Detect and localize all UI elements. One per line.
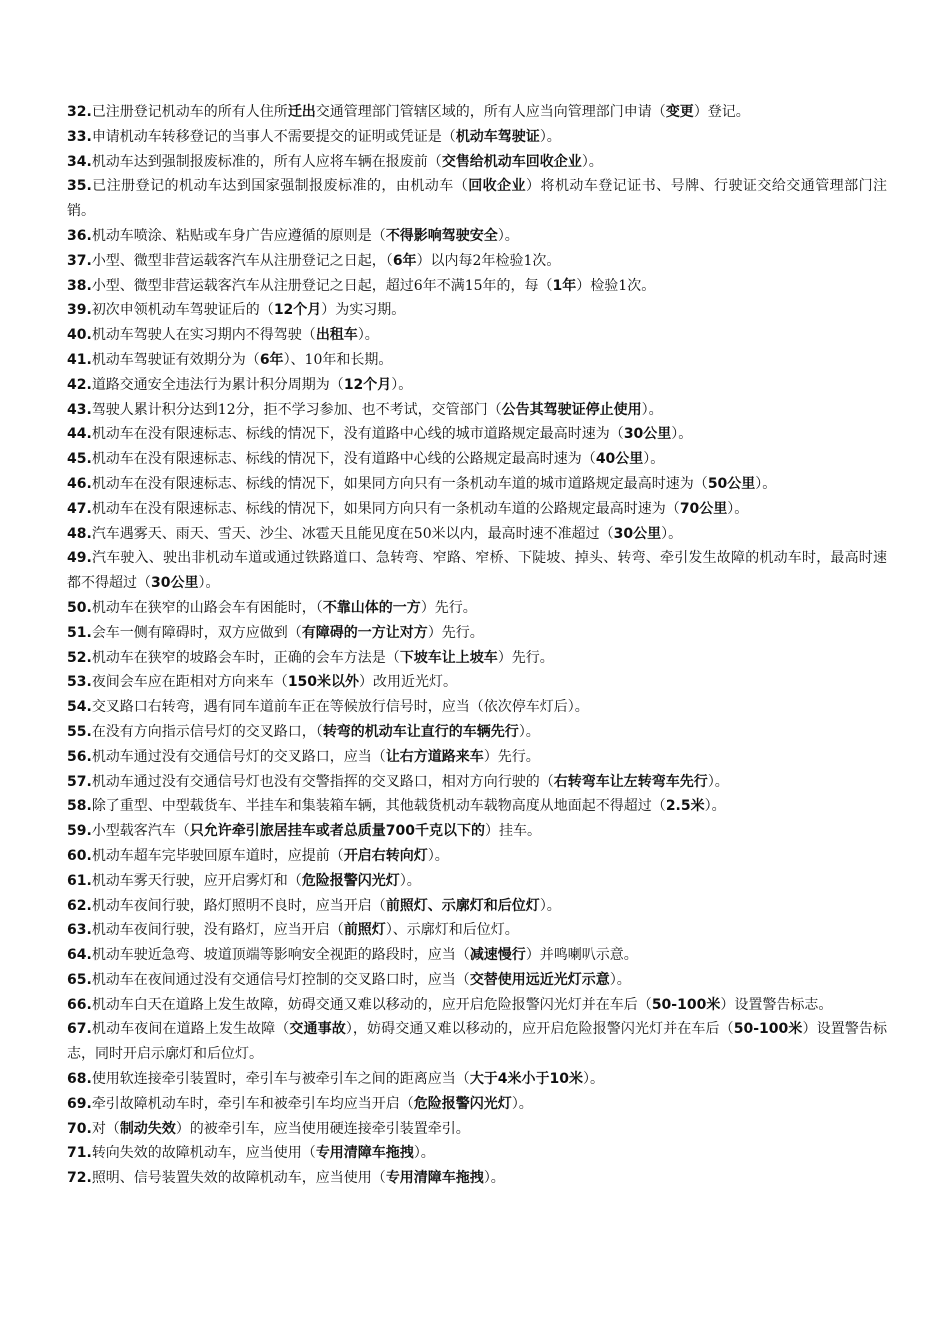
question-item <box>67 844 887 869</box>
question-text: 夜间会车应在距相对方向来车（ <box>91 674 288 691</box>
question-text: 小型载客汽车（ <box>91 823 190 840</box>
question-item <box>67 869 887 894</box>
question-text: 汽车遇雾天、雨天、雪天、沙尘、冰雹天且能见度在50米以内，最高时速不准超过（ <box>91 525 614 542</box>
question-number: 50. <box>67 599 92 616</box>
question-item <box>67 546 887 596</box>
answer-text: 出租车 <box>315 327 358 344</box>
question-text: 机动车在狭窄的坡路会车时，正确的会车方法是（ <box>91 649 400 666</box>
answer-text: 开启右转向灯 <box>343 847 428 864</box>
answer-text: 30公里 <box>151 575 199 592</box>
question-text: ）。 <box>539 897 561 914</box>
answer-text: 6年 <box>259 351 284 368</box>
question-text: ）。 <box>707 773 729 790</box>
question-text: ）设置警告标志，同时开启示廓灯和后位灯。 <box>67 1021 888 1063</box>
question-text: 已注册登记机动车的所有人住所 <box>91 104 288 120</box>
question-number: 67. <box>67 1021 92 1038</box>
question-text: 使用软连接牵引装置时，牵引车与被牵引车之间的距离应当（ <box>91 1071 470 1088</box>
question-text: 在没有方向指示信号灯的交叉路口，（ <box>91 723 323 740</box>
question-item <box>67 621 887 646</box>
question-text: ）。 <box>581 153 603 170</box>
question-text: ）、10年和长期。 <box>283 351 393 368</box>
question-number: 53. <box>67 674 92 691</box>
question-text: ）并鸣喇叭示意。 <box>525 947 638 964</box>
question-text: ）。 <box>413 1145 435 1162</box>
question-text: 机动车在没有限速标志、标线的情况下，如果同方向只有一条机动车道的城市道路规定最高时速为（ <box>91 475 708 492</box>
question-item <box>67 150 887 175</box>
question-item <box>67 398 887 423</box>
question-text: 驾驶人累计积分达到12分，拒不学习参加、也不考试，交管部门（ <box>91 401 502 418</box>
question-text: 机动车夜间行驶，路灯照明不良时，应当开启（ <box>91 897 386 914</box>
question-text: 机动车驾驶人在实习期内不得驾驶（ <box>91 327 316 344</box>
question-item <box>67 1092 887 1117</box>
question-item <box>67 497 887 522</box>
question-text: 机动车在没有限速标志、标线的情况下，没有道路中心线的城市道路规定最高时速为（ <box>91 426 624 443</box>
question-text: 机动车雾天行驶，应开启雾灯和（ <box>91 872 302 889</box>
question-number: 59. <box>67 823 92 840</box>
question-text: ）。 <box>661 525 683 542</box>
question-text: 机动车在没有限速标志、标线的情况下，没有道路中心线的公路规定最高时速为（ <box>91 451 596 468</box>
question-text: ）。 <box>427 847 449 864</box>
question-number: 56. <box>67 748 92 765</box>
question-text: ）先行。 <box>427 624 484 641</box>
question-number: 38. <box>67 277 92 294</box>
question-text: ）。 <box>198 575 220 592</box>
answer-text: 制动失效 <box>119 1120 176 1137</box>
answer-text: 1年 <box>552 277 577 294</box>
question-text: 汽车驶入、驶出非机动车道或通过铁路道口、急转弯、窄路、窄桥、下陡坡、掉头、转弯、牵引发生故障的机动车时，最高时速都不得超过（ <box>67 550 887 592</box>
question-number: 41. <box>67 351 92 368</box>
question-number: 35. <box>67 178 92 195</box>
question-text: 照明、信号装置失效的故障机动车，应当使用（ <box>91 1170 386 1187</box>
question-item <box>67 1166 887 1191</box>
question-item <box>67 993 887 1018</box>
answer-text: 50公里 <box>707 475 756 492</box>
question-text: ）设置警告标志。 <box>720 996 833 1013</box>
question-text: 机动车在没有限速标志、标线的情况下，如果同方向只有一条机动车道的公路规定最高时速为（ <box>91 500 680 517</box>
question-text: 申请机动车转移登记的当事人不需要提交的证明或凭证是（ <box>91 128 456 145</box>
question-number: 39. <box>67 302 92 319</box>
question-text: ）先行。 <box>420 599 477 616</box>
question-text: ）。 <box>641 401 663 418</box>
answer-text: 有障碍的一方让对方 <box>301 624 428 641</box>
question-number: 44. <box>67 426 92 443</box>
answer-text: 转弯的机动车让直行的车辆先行 <box>322 723 519 740</box>
question-text: ）。 <box>497 227 519 244</box>
question-item <box>67 819 887 844</box>
answer-text: 6年 <box>392 252 417 269</box>
question-item <box>67 1017 887 1067</box>
question-text: ）。 <box>357 327 379 344</box>
question-number: 52. <box>67 649 92 666</box>
question-text: 机动车驾驶证有效期分为（ <box>91 351 260 368</box>
answer-text: 50-100米 <box>651 996 721 1013</box>
question-text: ）。 <box>727 500 749 517</box>
question-text: 除了重型、中型载货车、半挂车和集装箱车辆，其他载货机动车载物高度从地面起不得超过（ <box>91 798 666 815</box>
question-number: 37. <box>67 252 92 269</box>
question-item <box>67 249 887 274</box>
question-text: ）挂车。 <box>485 823 542 840</box>
question-number: 55. <box>67 723 92 740</box>
question-list <box>67 100 887 1191</box>
question-text: ）为实习期。 <box>321 302 406 319</box>
question-text: ）。 <box>583 1071 605 1088</box>
question-number: 58. <box>67 798 92 815</box>
question-text: 道路交通安全违法行为累计积分周期为（ <box>91 376 344 393</box>
question-text: 牵引故障机动车时，牵引车和被牵引车均应当开启（ <box>91 1095 414 1112</box>
question-item <box>67 794 887 819</box>
question-item <box>67 646 887 671</box>
question-text: 机动车喷涂、粘贴或车身广告应遵循的原则是（ <box>91 227 386 244</box>
question-number: 33. <box>67 128 92 145</box>
question-text: 机动车在夜间通过没有交通信号灯控制的交叉路口时，应当（ <box>91 971 470 988</box>
answer-text: 150米以外 <box>287 674 360 691</box>
question-text: ）。 <box>539 128 561 145</box>
question-text: ）以内每2年检验1次。 <box>416 252 561 269</box>
question-number: 65. <box>67 971 92 988</box>
question-text: 机动车驶近急弯、坡道顶端等影响安全视距的路段时，应当（ <box>91 947 470 964</box>
question-item <box>67 348 887 373</box>
answer-text: 12个月 <box>343 376 392 393</box>
question-number: 42. <box>67 376 92 393</box>
question-number: 70. <box>67 1120 92 1137</box>
answer-text: 危险报警闪光灯 <box>301 872 400 889</box>
question-number: 40. <box>67 327 92 344</box>
question-number: 34. <box>67 153 92 170</box>
question-item <box>67 1117 887 1142</box>
question-number: 46. <box>67 475 92 492</box>
question-text: ）将机动车登记证书、号牌、行驶证交给交通管理部门注销。 <box>67 178 888 220</box>
question-text: ）改用近光灯。 <box>359 674 458 691</box>
question-item <box>67 447 887 472</box>
question-item <box>67 274 887 299</box>
question-item <box>67 1067 887 1092</box>
question-item <box>67 894 887 919</box>
question-text: 机动车夜间在道路上发生故障（ <box>91 1021 290 1038</box>
answer-text: 迁出 <box>287 104 316 120</box>
question-text: 初次申领机动车驾驶证后的（ <box>91 302 274 319</box>
question-item <box>67 422 887 447</box>
question-text: ）。 <box>483 1170 505 1187</box>
question-text: 转向失效的故障机动车，应当使用（ <box>91 1145 316 1162</box>
answer-text: 50-100米 <box>733 1021 803 1038</box>
question-text: ）登记。 <box>693 104 750 120</box>
question-number: 61. <box>67 872 92 889</box>
answer-text: 公告其驾驶证停止使用 <box>501 401 642 418</box>
answer-text: 2.5米 <box>665 798 705 815</box>
question-text: 机动车超车完毕驶回原车道时，应提前（ <box>91 847 344 864</box>
question-item <box>67 298 887 323</box>
answer-text: 专用清障车拖拽 <box>385 1170 484 1187</box>
answer-text: 12个月 <box>273 302 322 319</box>
answer-text: 专用清障车拖拽 <box>315 1145 414 1162</box>
question-number: 63. <box>67 922 92 939</box>
question-item <box>67 770 887 795</box>
question-text: ）。 <box>391 376 413 393</box>
question-text: 交通管理部门管辖区域的，所有人应当向管理部门申请（ <box>315 104 666 120</box>
question-item <box>67 1141 887 1166</box>
question-item <box>67 943 887 968</box>
answer-text: 前照灯 <box>343 922 386 939</box>
question-item <box>67 472 887 497</box>
question-number: 49. <box>67 550 92 567</box>
question-item <box>67 745 887 770</box>
answer-text: 只允许牵引旅居挂车或者总质量700千克以下的 <box>189 823 486 840</box>
question-number: 66. <box>67 996 92 1013</box>
question-text: 机动车在狭窄的山路会车有困能时，（ <box>91 599 323 616</box>
answer-text: 交通事故 <box>289 1021 346 1038</box>
question-number: 48. <box>67 525 92 542</box>
question-text: 会车一侧有障碍时，双方应做到（ <box>91 624 302 641</box>
question-number: 45. <box>67 451 92 468</box>
question-text: 机动车白天在道路上发生故障，妨碍交通又难以移动的，应开启危险报警闪光灯并在车后（ <box>91 996 652 1013</box>
question-text: 机动车夜间行驶，没有路灯，应当开启（ <box>91 922 344 939</box>
answer-text: 交售给机动车回收企业 <box>441 153 582 170</box>
question-text: 对（ <box>91 1120 120 1137</box>
question-item <box>67 596 887 621</box>
question-text: ）。 <box>671 426 693 443</box>
question-item <box>67 174 887 224</box>
question-text: ）先行。 <box>497 649 554 666</box>
question-text: 交叉路口右转弯，遇有同车道前车正在等候放行信号时，应当（依次停车灯后）。 <box>91 699 589 716</box>
answer-text: 大于4米小于10米 <box>469 1071 584 1088</box>
question-text: ）。 <box>511 1095 533 1112</box>
answer-text: 30公里 <box>613 525 662 542</box>
question-number: 57. <box>67 773 92 790</box>
question-text: ），妨碍交通又难以移动的，应开启危险报警闪光灯并在车后（ <box>345 1021 734 1038</box>
question-text: ）的被牵引车，应当使用硬连接牵引装置牵引。 <box>175 1120 470 1137</box>
answer-text: 40公里 <box>595 451 644 468</box>
question-number: 32. <box>67 104 92 120</box>
question-number: 51. <box>67 624 92 641</box>
question-number: 71. <box>67 1145 92 1162</box>
answer-text: 30公里 <box>623 426 672 443</box>
question-item <box>67 224 887 249</box>
answer-text: 不靠山体的一方 <box>322 599 421 616</box>
question-text: ）。 <box>399 872 421 889</box>
question-text: ）先行。 <box>483 748 540 765</box>
question-number: 72. <box>67 1170 92 1187</box>
question-text: ）。 <box>518 723 540 740</box>
question-number: 62. <box>67 897 92 914</box>
question-item <box>67 100 887 125</box>
question-item <box>67 968 887 993</box>
question-item <box>67 125 887 150</box>
answer-text: 机动车驾驶证 <box>455 128 540 145</box>
question-number: 43. <box>67 401 92 418</box>
answer-text: 前照灯、示廓灯和后位灯 <box>385 897 540 914</box>
question-number: 60. <box>67 847 92 864</box>
answer-text: 减速慢行 <box>469 947 526 964</box>
question-text: ）、示廓灯和后位灯。 <box>385 922 519 939</box>
question-text: 机动车通过没有交通信号灯也没有交警指挥的交叉路口，相对方向行驶的（ <box>91 773 554 790</box>
question-item <box>67 695 887 720</box>
answer-text: 变更 <box>665 104 694 120</box>
question-text: 小型、微型非营运载客汽车从注册登记之日起，（ <box>91 252 393 269</box>
question-text: ）。 <box>704 798 726 815</box>
question-item <box>67 522 887 547</box>
answer-text: 70公里 <box>679 500 728 517</box>
answer-text: 让右方道路来车 <box>385 748 484 765</box>
question-text: 机动车通过没有交通信号灯的交叉路口，应当（ <box>91 748 386 765</box>
question-text: 机动车达到强制报废标准的，所有人应将车辆在报废前（ <box>91 153 442 170</box>
question-number: 54. <box>67 699 92 716</box>
question-item <box>67 670 887 695</box>
question-number: 68. <box>67 1071 92 1088</box>
question-number: 47. <box>67 500 92 517</box>
question-text: 已注册登记的机动车达到国家强制报废标准的，由机动车（ <box>91 178 469 195</box>
question-text: 小型、微型非营运载客汽车从注册登记之日起，超过6年不满15年的，每（ <box>91 277 553 294</box>
question-item <box>67 720 887 745</box>
question-text: ）。 <box>755 475 777 492</box>
answer-text: 右转弯车让左转弯车先行 <box>553 773 708 790</box>
answer-text: 危险报警闪光灯 <box>413 1095 512 1112</box>
answer-text: 回收企业 <box>468 178 527 195</box>
question-number: 69. <box>67 1095 92 1112</box>
question-item <box>67 918 887 943</box>
answer-text: 不得影响驾驶安全 <box>385 227 498 244</box>
question-text: ）。 <box>609 971 631 988</box>
question-item <box>67 373 887 398</box>
question-text: ）。 <box>643 451 665 468</box>
question-number: 36. <box>67 227 92 244</box>
question-item <box>67 323 887 348</box>
answer-text: 交替使用远近光灯示意 <box>469 971 610 988</box>
question-number: 64. <box>67 947 92 964</box>
question-text: ）检验1次。 <box>576 277 656 294</box>
answer-text: 下坡车让上坡车 <box>399 649 498 666</box>
